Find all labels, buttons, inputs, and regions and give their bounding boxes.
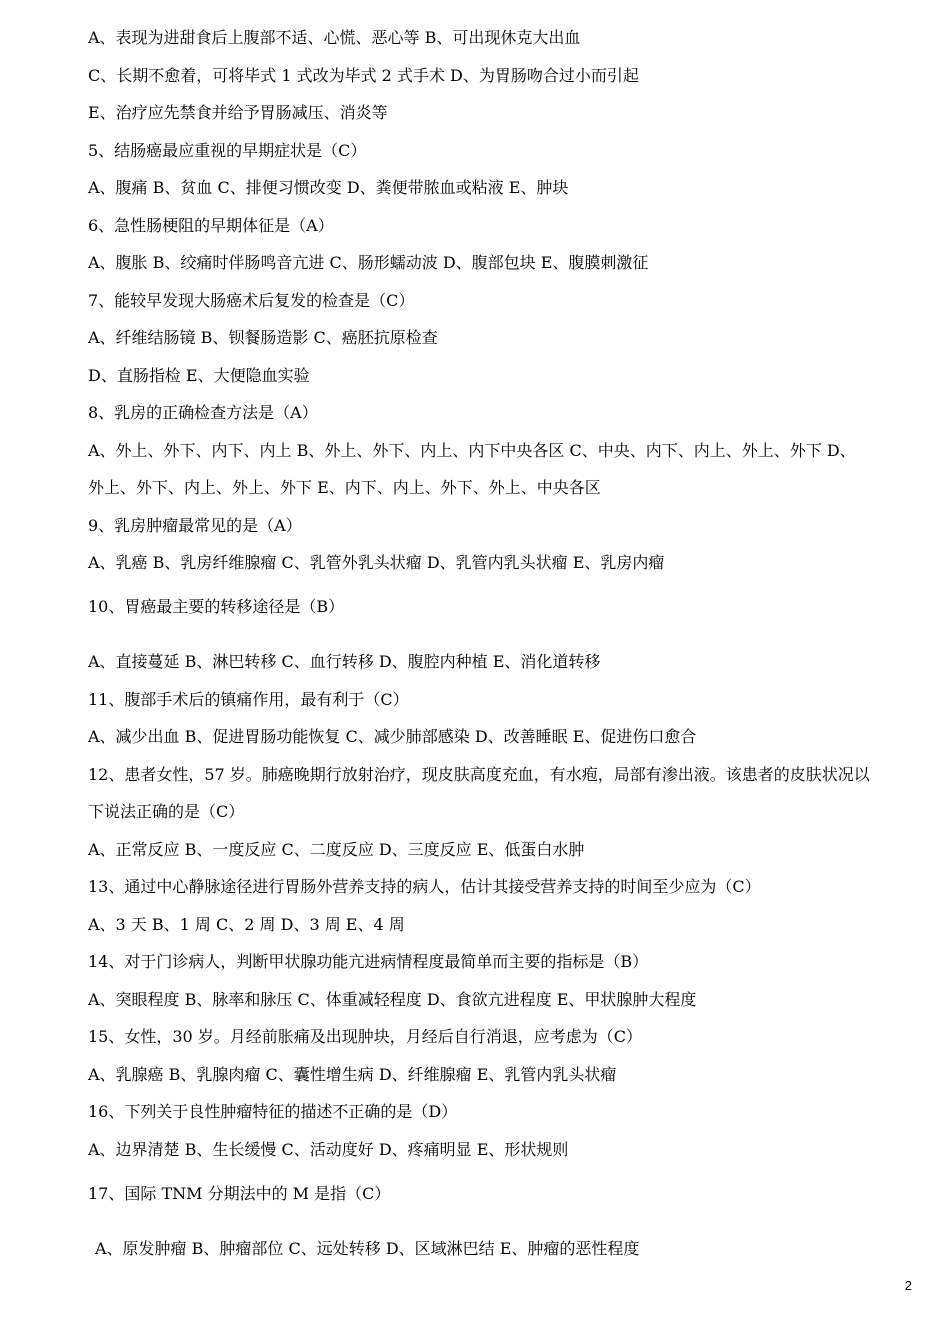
options-line: A、3 天 B、1 周 C、2 周 D、3 周 E、4 周	[88, 915, 405, 934]
text-line: E、治疗应先禁食并给予胃肠减压、消炎等	[88, 103, 388, 122]
page-number: 2	[904, 1278, 912, 1293]
question-line: 5、结肠癌最应重视的早期症状是（C）	[88, 141, 367, 160]
question-line: 14、对于门诊病人，判断甲状腺功能亢进病情程度最简单而主要的指标是（B）	[88, 952, 649, 971]
options-line: A、纤维结肠镜 B、钡餐肠造影 C、癌胚抗原检查	[88, 328, 438, 347]
options-line: A、乳腺癌 B、乳腺肉瘤 C、囊性增生病 D、纤维腺瘤 E、乳管内乳头状瘤	[88, 1065, 617, 1084]
options-line: A、正常反应 B、一度反应 C、二度反应 D、三度反应 E、低蛋白水肿	[88, 840, 585, 859]
options-line: A、直接蔓延 B、淋巴转移 C、血行转移 D、腹腔内种植 E、消化道转移	[88, 652, 601, 671]
question-line: 13、通过中心静脉途径进行胃肠外营养支持的病人，估计其接受营养支持的时间至少应为（C）	[88, 877, 761, 896]
question-line: 9、乳房肿瘤最常见的是（A）	[88, 516, 302, 535]
options-line: A、边界清楚 B、生长缓慢 C、活动度好 D、疼痛明显 E、形状规则	[88, 1140, 569, 1159]
text-line: A、表现为进甜食后上腹部不适、心慌、恶心等 B、可出现休克大出血	[88, 28, 581, 47]
options-line: A、外上、外下、内下、内上 B、外上、外下、内上、内下中央各区 C、中央、内下、内上、外上、外下 D、	[88, 441, 856, 460]
options-line: A、原发肿瘤 B、肿瘤部位 C、远处转移 D、区域淋巴结 E、肿瘤的恶性程度	[95, 1239, 640, 1258]
question-line: 17、国际 TNM 分期法中的 M 是指（C）	[88, 1184, 391, 1203]
text-line: C、长期不愈着，可将毕式 1 式改为毕式 2 式手术 D、为胃肠吻合过小而引起	[88, 66, 639, 85]
question-line: 11、腹部手术后的镇痛作用，最有利于（C）	[88, 690, 409, 709]
options-line: A、突眼程度 B、脉率和脉压 C、体重减轻程度 D、食欲亢进程度 E、甲状腺肿大程度	[88, 990, 697, 1009]
question-line: 10、胃癌最主要的转移途径是（B）	[88, 597, 345, 616]
question-line: 6、急性肠梗阻的早期体征是（A）	[88, 216, 334, 235]
question-line: 下说法正确的是（C）	[88, 802, 245, 821]
question-line: 12、患者女性，57 岁。肺癌晚期行放射治疗，现皮肤高度充血，有水疱，局部有渗出液。该患者的皮肤状况以	[88, 765, 870, 784]
question-line: 15、女性，30 岁。月经前胀痛及出现肿块，月经后自行消退，应考虑为（C）	[88, 1027, 643, 1046]
question-line: 16、下列关于良性肿瘤特征的描述不正确的是（D）	[88, 1102, 458, 1121]
options-line: A、乳癌 B、乳房纤维腺瘤 C、乳管外乳头状瘤 D、乳管内乳头状瘤 E、乳房内瘤	[88, 553, 665, 572]
options-line: D、直肠指检 E、大便隐血实验	[88, 366, 310, 385]
options-line: A、腹痛 B、贫血 C、排便习惯改变 D、粪便带脓血或粘液 E、肿块	[88, 178, 569, 197]
options-line: A、减少出血 B、促进胃肠功能恢复 C、减少肺部感染 D、改善睡眠 E、促进伤口愈合	[88, 727, 697, 746]
question-line: 8、乳房的正确检查方法是（A）	[88, 403, 318, 422]
options-line: 外上、外下、内上、外上、外下 E、内下、内上、外下、外上、中央各区	[88, 478, 601, 497]
options-line: A、腹胀 B、绞痛时伴肠鸣音亢进 C、肠形蠕动波 D、腹部包块 E、腹膜刺激征	[88, 253, 649, 272]
question-line: 7、能较早发现大肠癌术后复发的检查是（C）	[88, 291, 415, 310]
